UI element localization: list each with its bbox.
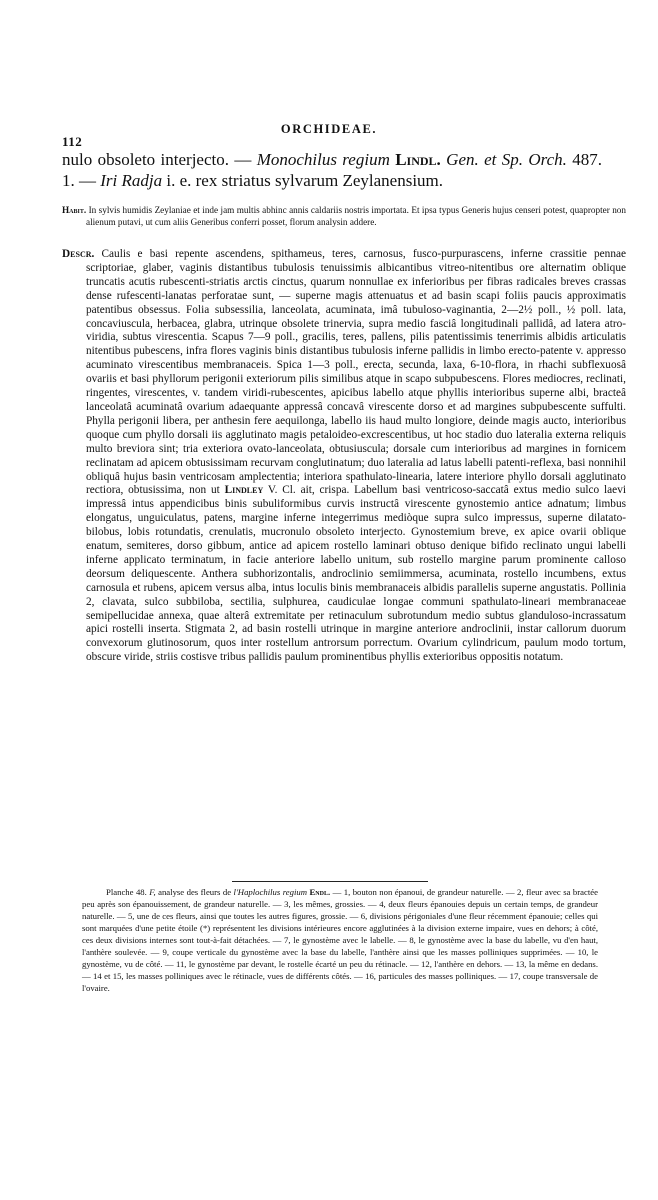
page-number: 112 bbox=[62, 134, 83, 149]
caption-text-1: analyse des fleurs de bbox=[155, 887, 234, 897]
running-head: ORCHIDEAE. bbox=[280, 122, 378, 136]
habitat-label: Habit. bbox=[62, 205, 87, 215]
caption-prefix: Planche 48. bbox=[106, 887, 150, 897]
plate-caption bbox=[82, 886, 598, 994]
lead-paragraph bbox=[62, 149, 602, 191]
description-author: Lindley bbox=[224, 484, 264, 497]
caption-divider bbox=[232, 881, 428, 882]
lead-vernacular-name: Iri Radja bbox=[100, 171, 163, 190]
lead-species-name: Monochilus regium bbox=[256, 150, 390, 169]
lead-text-2: 487. 1. — bbox=[62, 150, 602, 190]
lead-author: Lindl. bbox=[395, 150, 441, 169]
caption-figure-letter: F, bbox=[149, 887, 156, 897]
description-paragraph bbox=[62, 248, 626, 665]
description-label: Descr. bbox=[62, 248, 95, 260]
caption-author: Endl. bbox=[307, 887, 331, 897]
description-text-2: V. Cl. ait, crispa. Labellum basi ventricoso-saccatâ extus medio sulco laevi impressâ intus appendicibus binis subuliformibus curvis instructâ virescente gynostemio antice adnatum; limbus elongatus, unguiculatus, patens, margine inferne integerrimus mediòque supra sulco impressus, superne dilatato-bilobus, lobis rotundatis, crenulatis, mucronulo obsoleto interjecto. Gynostemium breve, ex apice ovarii oblique enatum, semiteres, dorso gibbum, antice ad apicem rostello laminari obtuso denique bifido reclinato ungui labelli inferne applicato terminatum, in facie anteriore labello unitum, sub rostello margine parum prominente calloso deorsum deliquescente. Anthera subhorizontalis, androclinio semiimmersa, acuminata, rostello incumbens, extus carnosula et rubens, apicem versus alba, intus loculis binis membranaceis albidis parallelis superne angustatis. Pollinia 2, clavata, sulco subbiloba, sectilia, sulphurea, caudiculae longae communi spathulato-lineari membranaceae semipellucidae annexa, quae alterâ extremitate per retinaculum subrotundum medio subtus glanduloso-incrassatum apici rostelli inserta. Stigmata 2, ad basin rostelli utrinque in margine anteriore androclinii, instar callorum duorum convexorum glutinosorum, quos inter rostellum antrorsum porrectum. Ovarium cylindricum, paulum modo tortum, obscure viride, striis costisve tribus pallidis paulum prominentibus phyllis exterioribus oppositis notatum. bbox=[86, 484, 626, 664]
lead-reference: Gen. et Sp. Orch. bbox=[446, 150, 567, 169]
habitat-paragraph bbox=[62, 204, 626, 228]
caption-species: l'Haplochilus regium bbox=[233, 887, 308, 897]
lead-text-3: i. e. rex striatus sylvarum Zeylanensium. bbox=[162, 171, 444, 190]
habitat-text: In sylvis humidis Zeylaniae et inde jam multis abhinc annis caldariis nostris importata. Et ipsa typus Generis hujus censeri potest, quapropter non alienum putavi, ut cum aliis Generibus conferri posset, florum analysin addere. bbox=[86, 205, 626, 227]
description-text-1: Caulis e basi repente ascendens, spithameus, teres, carnosus, fusco-purpurascens, inferne crassitie pennae scriptoriae, glaber, vaginis distantibus tubulosis tenuissimis albicantibus vitreo-nitentibus ore alternatim oblique truncatis acutis rubescenti-striatis arctis cinctus, quarum nonnullae ex inferioribus per fibras radicales breves crassas dense rufescenti-lanatas perforatae sunt, — superne magis attenuatus et ad basin scapi foliis paucis approximatis patentibus obsessus. Folia subsessilia, lanceolata, acuminata, imâ tubuloso-vaginantia, 2—2½ poll., ½ poll. lata, concaviuscula, herbacea, glabra, utrinque obsolete trinervia, supra medio fasciâ longitudinali pallidâ, ad latera atro-viridia, subtus virescentia. Scapus 7—9 poll., gracilis, teres, pallens, pilis patentissimis tenerrimis albidis articulatis nitentibus pubescens, infra flores vaginis binis distantibus tubulosis inferne pallidis in limbo erecto-patente v. appresso acuminato virescentibus membranaceis. Spica 1—3 poll., erecta, secunda, laxa, 6-10-flora, in rhachi subflexuosâ ovariis et basi phyllorum perigonii exteriorum pilis similibus atque in scapo subpubescens. Flores mediocres, reclinati, ringentes, virescentes, v. tandem viridi-rubescentes, apicibus labello atque phyllis interioribus superne albi, bracteâ lanceolatâ acuminatâ ovarium adaequante appressâ concavâ virescente dorso et ad margines subpubescente suffulti. Phylla perigonii libera, per anthesin fere aequilonga, labello iis haud multo longiore, deinde magis aucto, interioribus quoque cum phyllo dorsali iis agglutinato magis petaloideo-excrescentibus, ut hoc stadio duo lateralia externa reliquis multo breviora sint; tria exteriora ovato-lanceolata, obtusiuscula; dorsale cum interioribus ad margines in fornicem reclinatam ad apicem obtusissimam recurvam conglutinatum; duo lateralia ad latus labelli patenti-reflexa, basi nonnihil obliquâ hujus basin ventricosam amplectentia; interiora spathulato-linearia, latere interiore phyllo dorsali agglutinato rectiora, obtusissima, non ut bbox=[86, 248, 627, 497]
caption-text-2: — 1, bouton non épanoui, de grandeur naturelle. — 2, fleur avec sa bractée peu après son épanouissement, de grandeur naturelle. — 3, les mêmes, grossies. — 4, deux fleurs épanouies depuis un certain temps, de grandeur naturelle. — 5, une de ces fleurs, ainsi que toutes les autres figures, grossie. — 6, divisions périgoniales d'une fleur récemment épanouie; celles qui sont marquées d'une petite étoile (*) représentent les divisions intérieures encore agglutinées à la division externe impaire, vues en dehors; à côté, ces deux divisions internes sont tout-à-fait détachées. — 7, le gynostème avec le labelle. — 8, le gynostème avec la base du labelle, vu d'en haut, l'anthère soulevée. — 9, coupe verticale du gynostème avec la base du labelle, l'anthère ainsi que les masses polliniques supprimées. — 10, le gynostème, vu de côté. — 11, le gynostème par devant, le rostelle écarté un peu du rétinacle. — 12, l'anthère en dehors. — 13, la même en dedans. — 14 et 15, les masses polliniques avec le rétinacle, vues de différents côtés. — 16, particules des masses polliniques. — 17, coupe transversale de l'ovaire. bbox=[82, 887, 598, 993]
lead-text-1: nulo obsoleto interjecto. — bbox=[62, 150, 257, 169]
